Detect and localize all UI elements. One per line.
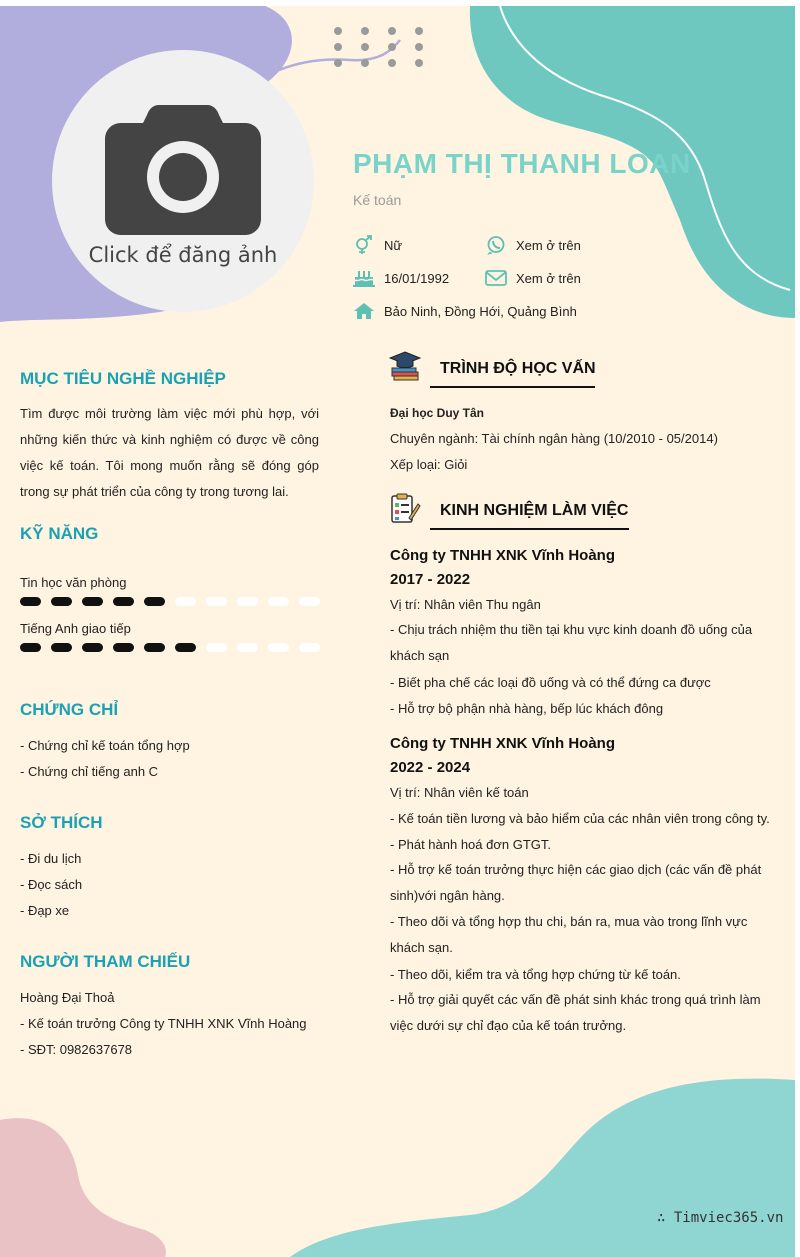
whatsapp-icon (485, 235, 507, 255)
skills-title: KỸ NĂNG (20, 524, 99, 543)
teal-blob-bottom (290, 1079, 795, 1257)
rating-dot-empty (299, 597, 320, 606)
job-position: Vị trí: Nhân viên kế toán (390, 785, 529, 800)
gender-icon (353, 235, 375, 255)
rating-dot-empty (206, 597, 227, 606)
info-gender (353, 235, 402, 255)
job-duty: - Hỗ trợ bộ phận nhà hàng, bếp lúc khách đông (390, 701, 664, 716)
job-position: Vị trí: Nhân viên Thu ngân (390, 597, 541, 612)
rating-dot-filled (51, 643, 72, 652)
school-name: Đại học Duy Tân (390, 406, 485, 420)
graduation-cap-icon (389, 350, 421, 382)
rating-dot-filled (144, 597, 165, 606)
job-period: 2017 - 2022 (390, 571, 471, 588)
pink-blob (0, 1118, 166, 1257)
photo-label: Click để đăng ảnh (88, 243, 278, 267)
objective-text: Tìm được môi trường làm việc mới phù hợp, với những kiến thức và kinh nghiệm có được về công việc kế toán. Tôi mong muốn rằng sẽ đóng góp trong sự phát triển của công ty trong tương lai. (20, 406, 319, 499)
rating-dot-empty (268, 643, 289, 652)
skill-rating (20, 597, 330, 606)
info-phone (485, 235, 581, 255)
address-value: Bảo Ninh, Đồng Hới, Quảng Bình (384, 303, 577, 319)
rating-dot-filled (113, 597, 134, 606)
skill-label: Tiếng Anh giao tiếp (20, 621, 131, 636)
education-major: Chuyên ngành: Tài chính ngân hàng (10/2010 - 05/2014) (390, 431, 718, 446)
objective-title: MỤC TIÊU NGHỀ NGHIỆP (20, 369, 226, 388)
envelope-icon (485, 268, 507, 288)
rating-dot-filled (82, 597, 103, 606)
reference-item: - SĐT: 0982637678 (20, 1042, 133, 1057)
certificates-title: CHỨNG CHỈ (20, 700, 119, 719)
job-duty: - Hỗ trợ giải quyết các vấn đề phát sinh khác trong quá trình làm việc dưới sự chỉ đạo của kế toán trưởng. (390, 992, 761, 1033)
job-duty: - Theo dõi và tổng hợp thu chi, bán ra, mua vào trong lĩnh vực khách sạn. (390, 914, 748, 955)
education-underline (430, 386, 595, 388)
experience-title: KINH NGHIỆM LÀM VIỆC (440, 502, 629, 519)
hobby-item: - Đọc sách (20, 877, 83, 892)
company-name: Công ty TNHH XNK Vĩnh Hoàng (390, 547, 615, 564)
rating-dot-empty (175, 597, 196, 606)
rating-dot-filled (51, 597, 72, 606)
rating-dot-filled (113, 643, 134, 652)
job-duty: - Biết pha chế các loại đồ uống và có thể đứng ca được (390, 675, 711, 690)
house-icon (353, 301, 375, 321)
job-duty: - Phát hành hoá đơn GTGT. (390, 837, 552, 852)
rating-dot-empty (237, 643, 258, 652)
job-duty: - Hỗ trợ kế toán trưởng thực hiện các giao dịch (các vấn đề phát sinh)với ngân hàng. (390, 862, 762, 903)
cake-icon (353, 268, 375, 288)
gender-value: Nữ (384, 237, 403, 253)
rating-dot-filled (175, 643, 196, 652)
skill-rating (20, 643, 330, 652)
certificate-item: - Chứng chỉ kế toán tổng hợp (20, 738, 190, 753)
birthday-value: 16/01/1992 (384, 270, 450, 286)
clipboard-icon (389, 492, 421, 524)
info-email (485, 268, 581, 288)
rating-dot-filled (20, 597, 41, 606)
email-value: Xem ở trên (516, 270, 581, 286)
rating-dot-empty (268, 597, 289, 606)
hobbies-title: SỞ THÍCH (20, 813, 103, 832)
phone-value: Xem ở trên (516, 237, 581, 253)
references-title: NGƯỜI THAM CHIẾU (20, 952, 191, 971)
education-grade: Xếp loại: Giỏi (390, 457, 468, 472)
rating-dot-empty (299, 643, 320, 652)
job-duty: - Kế toán tiền lương và bảo hiểm của các nhân viên trong công ty. (390, 811, 770, 826)
photo-upload[interactable] (52, 50, 314, 312)
experience-underline (430, 528, 629, 530)
rating-dot-filled (144, 643, 165, 652)
camera-icon (105, 101, 261, 237)
reference-item: - Kế toán trưởng Công ty TNHH XNK Vĩnh Hoàng (20, 1016, 307, 1031)
job-duty: - Chịu trách nhiệm thu tiền tại khu vực kinh doanh đồ uống của khách sạn (390, 622, 753, 663)
rating-dot-empty (237, 597, 258, 606)
certificate-item: - Chứng chỉ tiếng anh C (20, 764, 159, 779)
rating-dot-filled (20, 643, 41, 652)
education-title: TRÌNH ĐỘ HỌC VẤN (440, 360, 596, 377)
info-address (353, 301, 577, 321)
rating-dot-filled (82, 643, 103, 652)
skill-label: Tin học văn phòng (20, 575, 127, 590)
company-name: Công ty TNHH XNK Vĩnh Hoàng (390, 735, 615, 752)
info-birthday (353, 268, 449, 288)
hobby-item: - Đi du lịch (20, 851, 82, 866)
hobby-item: - Đạp xe (20, 903, 70, 918)
job-period: 2022 - 2024 (390, 759, 471, 776)
reference-item: Hoàng Đại Thoả (20, 990, 115, 1005)
job-title: Kế toán (353, 192, 402, 208)
job-duty: - Theo dõi, kiểm tra và tổng hợp chứng từ kế toán. (390, 967, 681, 982)
rating-dot-empty (206, 643, 227, 652)
candidate-name: PHẠM THỊ THANH LOAN (353, 148, 691, 179)
watermark: ∴ Timviec365.vn (657, 1210, 784, 1226)
